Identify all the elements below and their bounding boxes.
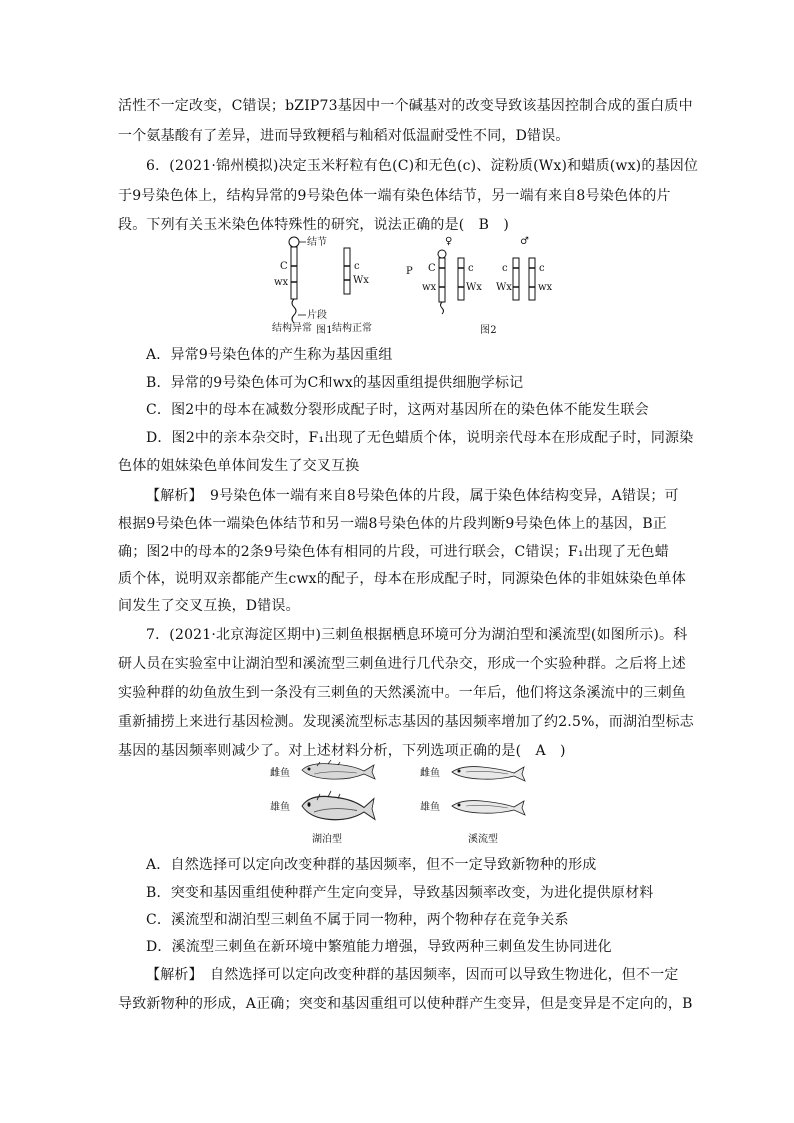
analysis-6: 确；图2中的母本的2条9号染色体有相同的片段，可进行联会，C错误；F₁出现了无色蜡 (118, 544, 669, 560)
gene-c-label: c (539, 263, 545, 274)
parent-label: P (406, 266, 413, 277)
question-7-stem: 基因的基因频率则减少了。对上述材料分析，下列选项正确的是( A ) (118, 743, 566, 759)
normal-label: 结构正常 (332, 323, 372, 334)
analysis-7: 【解析】 自然选择可以定向改变种群的基因频率，因而可以导致生物进化，但不一定 (146, 967, 679, 983)
analysis-6: 【解析】 9号染色体一端有来自8号染色体的片段，属于染色体结构变异，A错误；可 (146, 488, 679, 504)
gene-C-label: C (428, 263, 436, 274)
abnormal-label: 结构异常 (272, 323, 312, 334)
analysis-6: 质个体，说明双亲都能产生cwx的配子，母本在形成配子时，同源染色体的非姐妹染色单体 (118, 571, 686, 587)
lake-type-label: 湖泊型 (312, 834, 342, 845)
male-fish-label: 雄鱼 (420, 802, 440, 813)
female-fish-label: 雌鱼 (420, 768, 440, 779)
fish-figure (270, 760, 530, 846)
analysis-6: 根据9号染色体一端染色体结节和另一端8号染色体的片段判断9号染色体上的基因，B正 (118, 516, 668, 532)
gene-c-label: c (468, 263, 474, 274)
option-D: D．图2中的亲本杂交时，F₁出现了无色蜡质个体，说明亲代母本在形成配子时，同源染 (146, 430, 694, 446)
stream-type-label: 溪流型 (468, 834, 498, 845)
gene-c-label: c (354, 261, 360, 272)
option-A: A．自然选择可以定向改变种群的基因频率，但不一定导致新物种的形成 (146, 857, 597, 873)
question-6-stem: 段。下列有关玉米染色体特殊性的研究，说法正确的是( B ) (118, 217, 510, 233)
question-7-stem: 7．(2021·北京海淀区期中)三刺鱼根据栖息环境可分为湖泊型和溪流型(如图所示)。科 (146, 627, 688, 643)
option-B: B．异常的9号染色体可为C和wx的基因重组提供细胞学标记 (146, 375, 524, 391)
question-7-stem: 研人员在实验室中让湖泊型和溪流型三刺鱼进行几代杂交，形成一个实验种群。之后将上述 (118, 656, 686, 672)
question-6-stem: 6．(2021·锦州模拟)决定玉米籽粒有色(C)和无色(c)、淀粉质(Wx)和蜡质(wx)的基因位 (146, 158, 699, 174)
figure-1-caption: 图1 (316, 325, 333, 336)
option-C: C．溪流型和湖泊型三刺鱼不属于同一物种，两个物种存在竞争关系 (146, 912, 569, 928)
gene-wx-label: wx (538, 282, 553, 293)
lake-male-fish (302, 791, 375, 820)
segment-label: 片段 (307, 310, 327, 321)
figure-2-caption: 图2 (480, 325, 497, 336)
figure-2-parent-chromosomes (402, 232, 562, 324)
gene-wx-label: wx (422, 282, 437, 293)
stream-female-fish (452, 767, 525, 781)
female-symbol: ♀ (445, 236, 453, 247)
analysis-6: 间发生了交叉互换，D错误。 (118, 598, 300, 614)
analysis-7: 导致新物种的形成，A正确；突变和基因重组可以使种群产生变异，但是变异是不定向的，B (118, 996, 693, 1012)
gene-C-label: C (280, 261, 288, 272)
option-A: A．异常9号染色体的产生称为基因重组 (146, 347, 393, 363)
stream-male-fish (452, 801, 525, 815)
lake-female-fish (302, 760, 375, 779)
text-line: 活性不一定改变，C错误；bZIP73基因中一个碱基对的改变导致该基因控制合成的蛋白质中 (118, 98, 693, 114)
gene-c-label: c (502, 263, 508, 274)
option-D: D．溪流型三刺鱼在新环境中繁殖能力增强，导致两种三刺鱼发生协同进化 (146, 939, 612, 955)
gene-Wx-label: Wx (466, 282, 482, 293)
gene-Wx-label: Wx (496, 282, 512, 293)
question-7-stem: 重新捕捞上来进行基因检测。发现溪流型标志基因的基因频率增加了约2.5%，而湖泊型标志 (118, 714, 694, 730)
text-line: 一个氨基酸有了差异，进而导致粳稻与籼稻对低温耐受性不同，D错误。 (118, 128, 570, 144)
option-D-cont: 色体的姐妹染色单体间发生了交叉互换 (118, 458, 360, 474)
female-fish-label: 雌鱼 (270, 768, 290, 779)
gene-Wx-label: Wx (353, 275, 369, 286)
knob-label: 结节 (307, 237, 327, 248)
male-fish-label: 雄鱼 (270, 802, 290, 813)
option-B: B．突变和基因重组使种群产生定向变异，导致基因频率改变，为进化提供原材料 (146, 885, 654, 901)
gene-wx-label: wx (274, 277, 289, 288)
option-C: C．图2中的母本在减数分裂形成配子时，这两对基因所在的染色体不能发生联会 (146, 402, 649, 418)
male-symbol: ♂ (520, 236, 529, 247)
question-6-stem: 于9号染色体上，结构异常的9号染色体一端有染色体结节，另一端有来自8号染色体的片 (118, 188, 671, 204)
question-7-stem: 实验种群的幼鱼放生到一条没有三刺鱼的天然溪流中。一年后，他们将这条溪流中的三刺鱼 (118, 685, 686, 701)
